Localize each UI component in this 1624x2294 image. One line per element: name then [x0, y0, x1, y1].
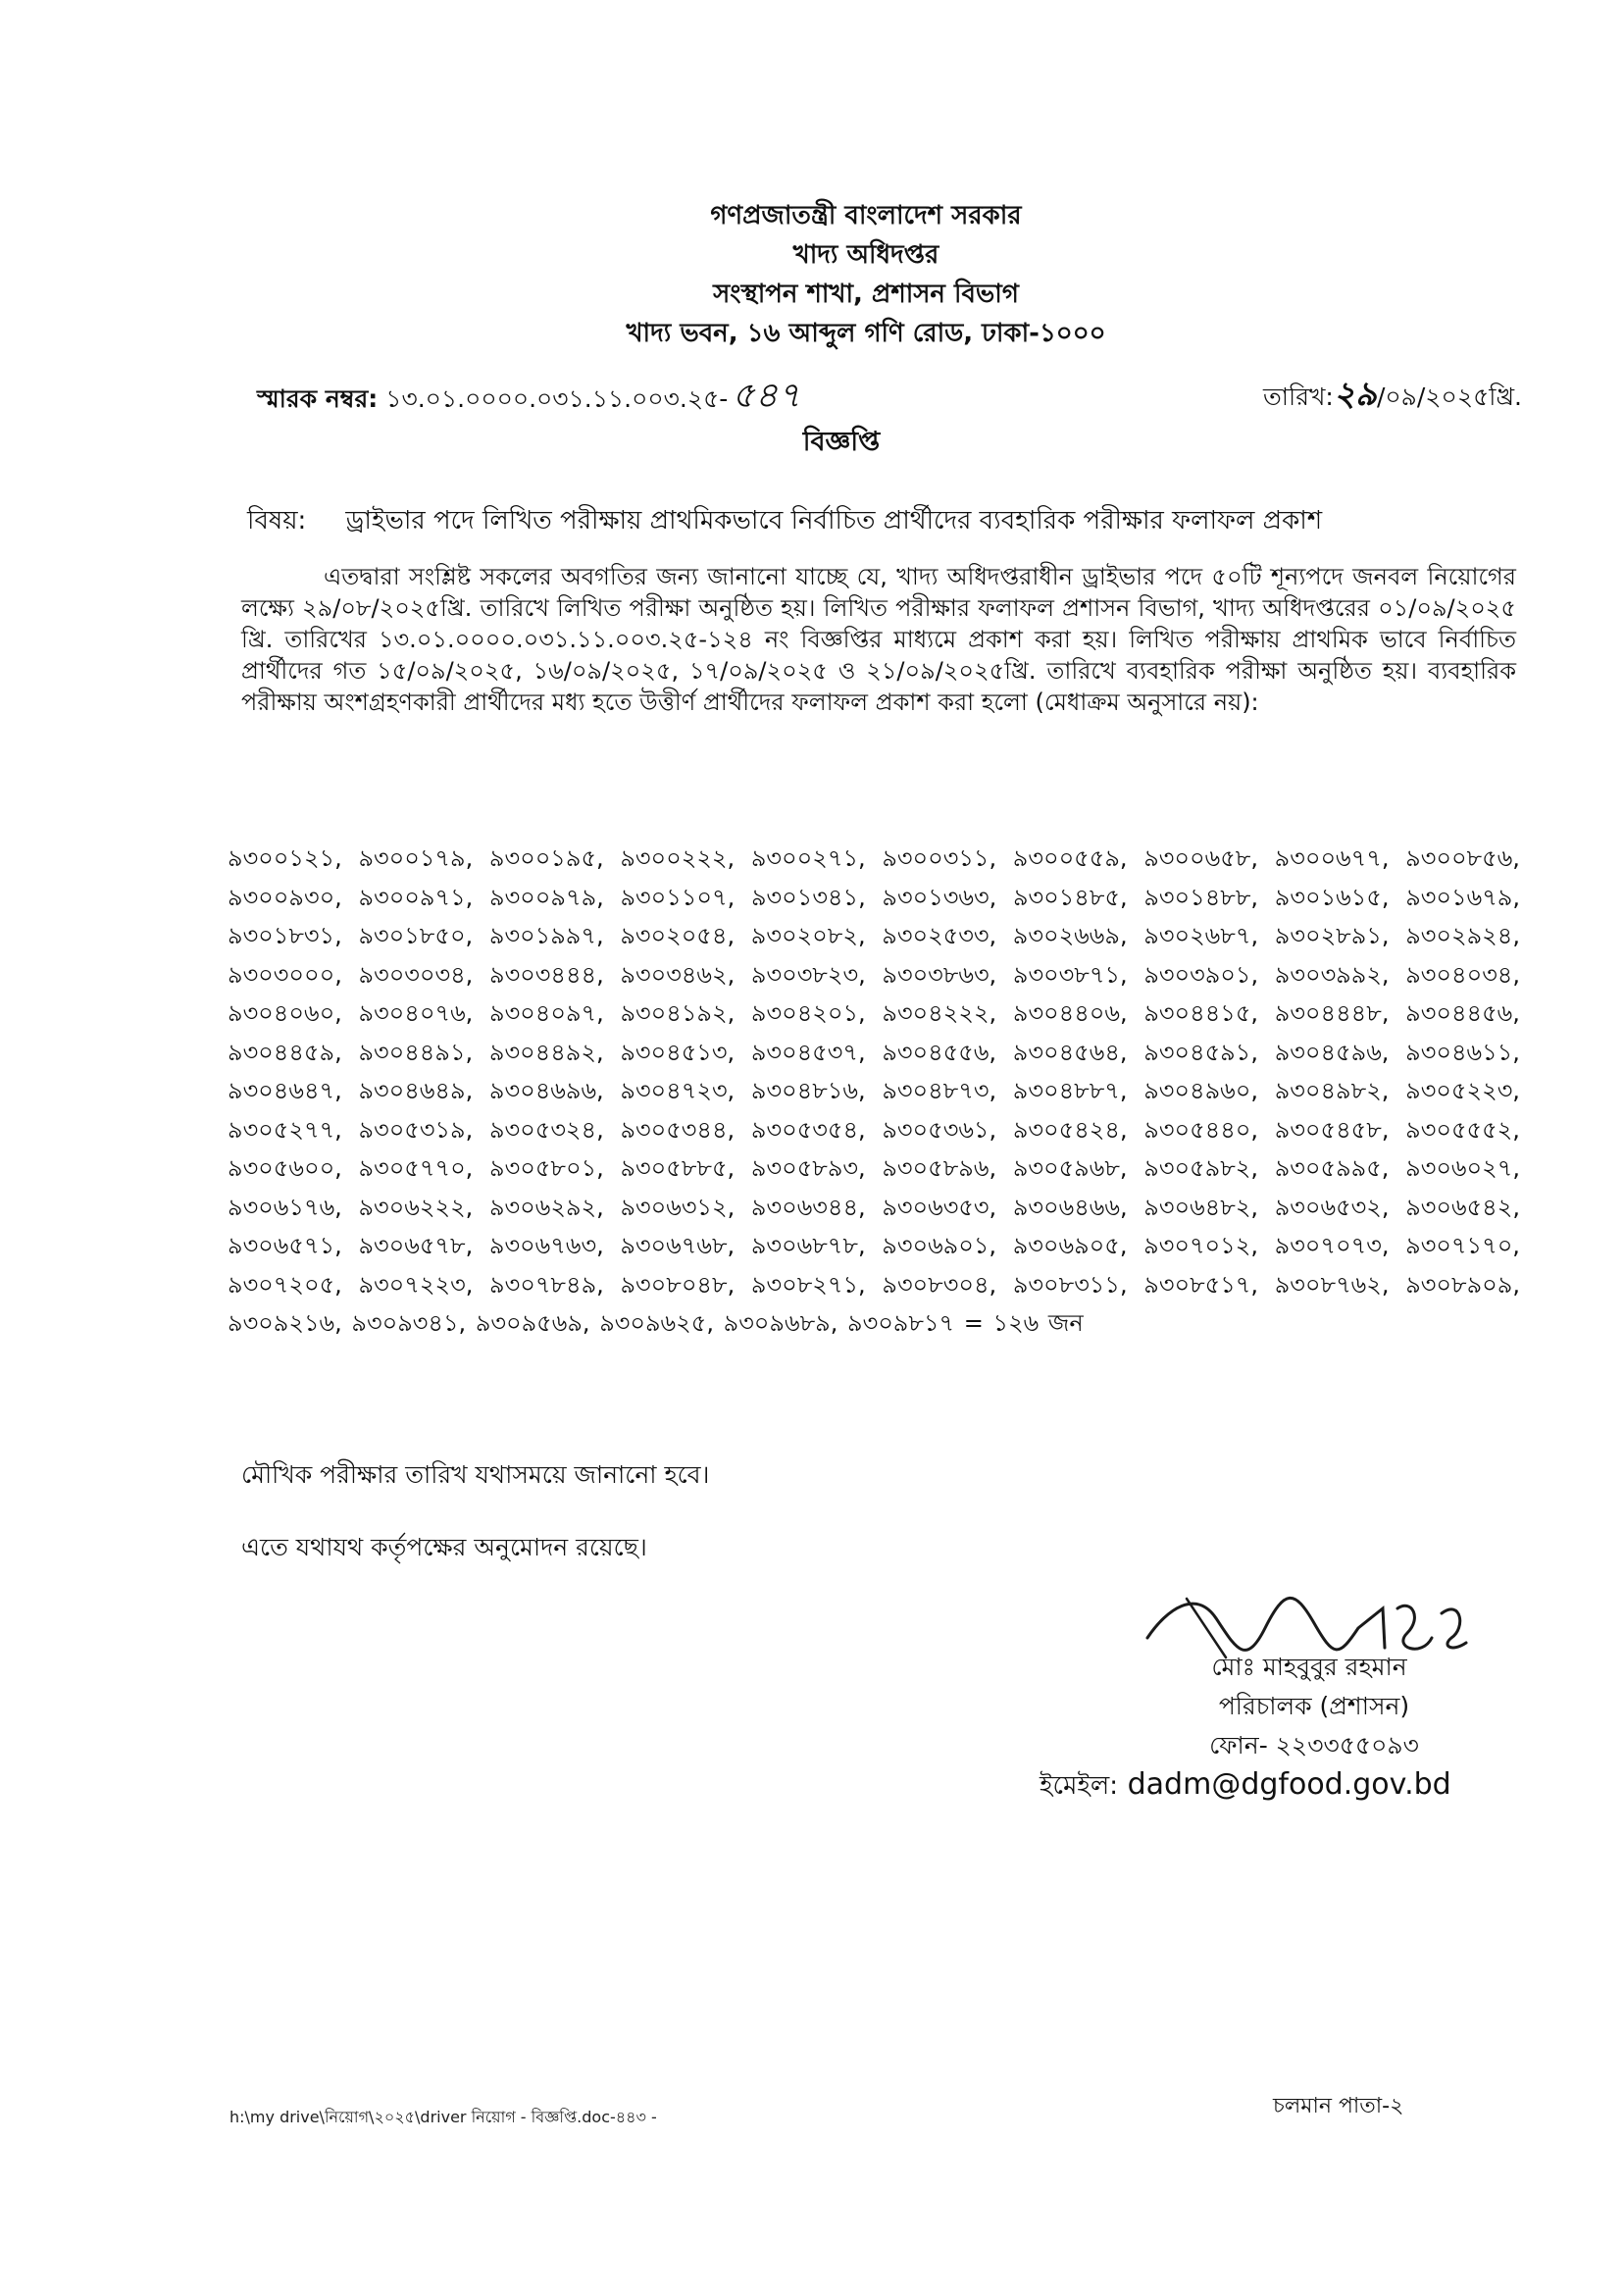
subject-line	[247, 500, 1522, 543]
roll-number: ৯৩০৪৬৪৯,	[358, 1077, 474, 1104]
directorate-name: খাদ্য অধিদপ্তর	[792, 240, 939, 270]
roll-number: ৯৩০৬৩৪৪,	[750, 1193, 866, 1221]
section-name: সংস্থাপন শাখা, প্রশাসন বিভাগ	[713, 280, 1019, 309]
notice-title: বিজ্ঞপ্তি	[802, 427, 881, 457]
roll-number: ৯৩০২০৫৪,	[620, 922, 736, 949]
roll-number: ৯৩০৬৭৬৩,	[488, 1232, 604, 1259]
roll-number: ৯৩০৪৮৭৩,	[882, 1077, 997, 1104]
result-total: = ১২৬ জন	[963, 1309, 1084, 1337]
roll-number: ৯৩০৪৬১১,	[1405, 1038, 1520, 1066]
roll-number: ৯৩০৯৬২৫,	[599, 1309, 714, 1337]
memo-handwritten-suffix: ৫৪৭	[732, 376, 801, 416]
roll-number: ৯৩০৮০৪৮,	[620, 1270, 736, 1299]
roll-number: ৯৩০৫৬০০,	[228, 1154, 342, 1182]
roll-number: ৯৩০০৯৭১,	[358, 883, 474, 911]
roll-number: ৯৩০২৮৯১,	[1274, 922, 1390, 949]
roll-number: ৯৩০৭০৭৩,	[1274, 1232, 1390, 1259]
roll-number: ৯৩০১৮৩১,	[228, 922, 342, 949]
roll-number: ৯৩০৪০৩৪,	[1405, 960, 1521, 989]
roll-number: ৯৩০৭১৭০,	[1405, 1232, 1520, 1259]
roll-number: ৯৩০৩৮৬৩,	[882, 960, 997, 989]
roll-number: ৯৩০৫২৭৭,	[228, 1115, 342, 1144]
government-name: গণপ্রজাতন্ত্রী বাংলাদেশ সরকার	[710, 201, 1022, 230]
roll-number: ৯৩০৬২২২,	[358, 1193, 474, 1221]
date-day-handwritten: ২৯	[1333, 375, 1377, 414]
roll-number: ৯৩০৭০১২,	[1143, 1232, 1258, 1259]
roll-number: ৯৩০৭৮৪৯,	[489, 1270, 604, 1299]
roll-number: ৯৩০৬৯০১,	[882, 1232, 997, 1259]
roll-number: ৯৩০৮৫১৭,	[1143, 1270, 1259, 1299]
roll-number: ৯৩০১৩৬৩,	[882, 883, 997, 911]
roll-number: ৯৩০১১০৭,	[620, 883, 736, 911]
roll-number: ৯৩০৪৪৪৮,	[1274, 999, 1390, 1027]
roll-number: ৯৩০৪৯৮২,	[1274, 1077, 1390, 1104]
result-roll-list	[228, 840, 1520, 1344]
roll-number: ৯৩০৫৩৪৪,	[620, 1115, 736, 1144]
roll-number: ৯৩০৬৪৬৬,	[1012, 1193, 1128, 1221]
roll-number: ৯৩০৪৮১৬,	[750, 1077, 866, 1104]
roll-number: ৯৩০০২২২,	[620, 844, 736, 872]
roll-number: ৯৩০৪২২২,	[882, 999, 997, 1027]
roll-number: ৯৩০৫৮৮৫,	[620, 1154, 736, 1182]
roll-number: ৯৩০০৯৭৯,	[489, 883, 604, 911]
roll-number: ৯৩০৫৩৬১,	[882, 1115, 997, 1144]
roll-number: ৯৩০৫৯৮২,	[1143, 1154, 1259, 1182]
roll-number: ৯৩০২৬৬৯,	[1012, 922, 1128, 949]
roll-number: ৯৩০১৯৯৭,	[488, 922, 604, 949]
roll-number: ৯৩০৫৪৪০,	[1143, 1115, 1259, 1144]
roll-number: ৯৩০১৬১৫,	[1274, 883, 1390, 911]
roll-number: ৯৩০৪৬৯৬,	[488, 1077, 604, 1104]
roll-number: ৯৩০৮৩১১,	[1012, 1270, 1128, 1299]
roll-number: ৯৩০৬৪৮২,	[1143, 1193, 1259, 1221]
roll-number: ৯৩০৬২৯২,	[488, 1193, 604, 1221]
roll-number: ৯৩০৪৪৫৯,	[228, 1038, 342, 1066]
roll-number: ৯৩০৫৯৬৮,	[1012, 1154, 1128, 1182]
roll-number: ৯৩০৬৫৪২,	[1405, 1193, 1520, 1221]
roll-number: ৯৩০০১৭৯,	[358, 844, 474, 872]
roll-number: ৯৩০১৪৮৮,	[1143, 883, 1259, 911]
memo-date	[1263, 369, 1522, 425]
body-paragraph: এতদ্বারা সংশ্লিষ্ট সকলের অবগতির জন্য জানানো যাচ্ছে যে, খাদ্য অধিদপ্তরাধীন ড্রাইভার পদে ৫০টি শূন্যপদে জনবল নিয়োগের লক্ষ্যে ২৯/০৮/২০২৫খ্রি. তারিখে লিখিত পরীক্ষা অনুষ্ঠিত হয়। লিখিত পরীক্ষার ফলাফল প্রশাসন বিভাগ, খাদ্য অধিদপ্তরের ০১/০৯/২০২৫ খ্রি. তারিখের ১৩.০১.০০০০.০৩১.১১.০০৩.২৫-১২৪ নং বিজ্ঞপ্তির মাধ্যমে প্রকাশ করা হয়। লিখিত পরীক্ষায় প্রাথমিক ভাবে নির্বাচিত প্রার্থীদের গত ১৫/০৯/২০২৫, ১৬/০৯/২০২৫, ১৭/০৯/২০২৫ ও ২১/০৯/২০২৫খ্রি. তারিখে ব্যবহারিক পরীক্ষা অনুষ্ঠিত হয়। ব্যবহারিক পরীক্ষায় অংশগ্রহণকারী প্রার্থীদের মধ্য হতে উত্তীর্ণ প্রার্থীদের ফলাফল প্রকাশ করা হলো (মেধাক্রম অনুসারে নয়):	[241, 563, 1516, 716]
roll-number: ৯৩০৪৫১৩,	[620, 1038, 736, 1066]
roll-number: ৯৩০৪৪৯১,	[358, 1038, 474, 1066]
roll-number: ৯৩০৯৮১৭	[847, 1309, 955, 1337]
signatory-title: পরিচালক (প্রশাসন)	[1218, 1692, 1410, 1720]
roll-number: ৯৩০৭২০৫,	[228, 1270, 342, 1299]
signatory-block	[981, 1648, 1520, 1765]
roll-number: ৯৩০০৮৫৬,	[1405, 844, 1520, 872]
roll-number: ৯৩০২৯২৪,	[1405, 922, 1520, 949]
subject-label: বিষয়:	[247, 506, 307, 535]
roll-number: ৯৩০৩৯০১,	[1143, 960, 1259, 989]
roll-number: ৯৩০৪০৬০,	[228, 999, 342, 1027]
roll-number: ৯৩০৬৮৭৮,	[750, 1232, 866, 1259]
roll-number: ৯৩০৬১৭৬,	[228, 1193, 342, 1221]
oral-exam-notice: মৌখিক পরীক্ষার তারিখ যথাসময়ে জানানো হবে।	[241, 1460, 710, 1489]
roll-number: ৯৩০০৬৭৭,	[1274, 844, 1390, 872]
roll-number: ৯৩০৪৪১৫,	[1143, 999, 1259, 1027]
continuation-note: চলমান পাতা-২	[1273, 2094, 1404, 2118]
roll-number: ৯৩০৪০৭৬,	[358, 999, 474, 1027]
roll-number: ৯৩০২৬৮৭,	[1143, 922, 1259, 949]
roll-number: ৯৩০৬৩৫৩,	[882, 1193, 997, 1221]
memo-row	[257, 369, 1522, 416]
roll-number: ৯৩০৪৭২৩,	[620, 1077, 736, 1104]
footer-file-path: h:\my drive\নিয়োগ\২০২৫\driver নিয়োগ - বিজ্ঞপ্তি.doc-৪৪৩ -	[229, 2108, 657, 2126]
roll-number: ৯৩০১৩৪১,	[750, 883, 866, 911]
memo-number	[257, 369, 800, 428]
roll-number: ৯৩০৬৩১২,	[620, 1193, 736, 1221]
date-label: তারিখ:	[1263, 382, 1334, 411]
roll-number: ৯৩০০১৯৫,	[488, 844, 604, 872]
roll-number: ৯৩০৪৬৪৭,	[228, 1077, 342, 1104]
roll-number: ৯৩০৪৫৬৪,	[1012, 1038, 1128, 1066]
roll-number: ৯৩০৫৩৫৪,	[750, 1115, 866, 1144]
roll-number: ৯৩০৫৩১৯,	[358, 1115, 474, 1144]
roll-number: ৯৩০৫২২৩,	[1405, 1077, 1520, 1104]
roll-number: ৯৩০৪০৯৭,	[489, 999, 604, 1027]
roll-number: ৯৩০৩৮৭১,	[1012, 960, 1128, 989]
roll-number: ৯৩০৩৪৪৪,	[489, 960, 604, 989]
roll-number: ৯৩০৬৫৭১,	[228, 1232, 342, 1259]
roll-number: ৯৩০৩৯৯২,	[1274, 960, 1390, 989]
roll-number: ৯৩০৫৫৫২,	[1405, 1115, 1520, 1144]
email-label: ইমেইল:	[1040, 1771, 1119, 1801]
roll-number: ৯৩০৩০০০,	[228, 960, 342, 989]
signatory-email-line	[1040, 1765, 1451, 1809]
roll-number: ৯৩০৪৫৯৬,	[1274, 1038, 1390, 1066]
roll-number: ৯৩০৫৮০১,	[489, 1154, 604, 1182]
roll-number: ৯৩০৫৯৯৫,	[1274, 1154, 1390, 1182]
memo-label: স্মারক নম্বর:	[257, 384, 379, 413]
roll-number: ৯৩০৩৮২৩,	[750, 960, 866, 989]
roll-number: ৯৩০৬৫৩২,	[1274, 1193, 1390, 1221]
roll-number: ৯৩০২০৮২,	[750, 922, 866, 949]
roll-number: ৯৩০৪১৯২,	[620, 999, 736, 1027]
roll-number: ৯৩০৪৯৬০,	[1143, 1077, 1258, 1104]
roll-number: ৯৩০৪৮৮৭,	[1012, 1077, 1128, 1104]
roll-number: ৯৩০৬০২৭,	[1405, 1154, 1520, 1182]
subject-text: ড্রাইভার পদে লিখিত পরীক্ষায় প্রাথমিকভাবে নির্বাচিত প্রার্থীদের ব্যবহারিক পরীক্ষার ফলাফল প্রকাশ	[345, 506, 1323, 535]
office-address: খাদ্য ভবন, ১৬ আব্দুল গণি রোড, ঢাকা-১০০০	[626, 319, 1106, 348]
roll-number: ৯৩০৪৪০৬,	[1012, 999, 1128, 1027]
roll-number: ৯৩০৪৫৯১,	[1143, 1038, 1258, 1066]
roll-number: ৯৩০০৩১১,	[882, 844, 997, 872]
roll-number: ৯৩০০১২১,	[228, 844, 342, 872]
roll-number: ৯৩০০৬৫৮,	[1143, 844, 1258, 872]
roll-number: ৯৩০৫৮৯৩,	[750, 1154, 866, 1182]
roll-number: ৯৩০৯৫৬৯,	[475, 1309, 590, 1337]
roll-number: ৯৩০০৯৩০,	[228, 883, 342, 911]
roll-number: ৯৩০৫৪৫৮,	[1274, 1115, 1390, 1144]
roll-number: ৯৩০৯৩৪১,	[351, 1309, 467, 1337]
roll-number: ৯৩০৪২০১,	[750, 999, 866, 1027]
roll-number: ৯৩০৫৪২৪,	[1012, 1115, 1128, 1144]
roll-number: ৯৩০৫৮৯৬,	[882, 1154, 997, 1182]
roll-number: ৯৩০৫৭৭০,	[358, 1154, 474, 1182]
letterhead	[0, 196, 1624, 353]
roll-number: ৯৩০৫৩২৪,	[488, 1115, 604, 1144]
roll-number: ৯৩০৬৯০৫,	[1012, 1232, 1128, 1259]
roll-number: ৯৩০০৫৫৯,	[1012, 844, 1128, 872]
roll-number: ৯৩০৪৫৫৬,	[882, 1038, 997, 1066]
roll-number: ৯৩০৬৫৭৮,	[358, 1232, 474, 1259]
roll-number: ৯৩০৩৪৬২,	[620, 960, 736, 989]
memo-number-value: ১৩.০১.০০০০.০৩১.১১.০০৩.২৫-	[385, 384, 729, 413]
roll-number: ৯৩০৩০৩৪,	[358, 960, 474, 989]
signatory-name: মোঃ মাহবুবুর রহমান	[1211, 1653, 1407, 1681]
roll-number: ৯৩০০২৭১,	[750, 844, 866, 872]
signatory-phone: ফোন- ২২৩৩৫৫০৯৩	[1209, 1731, 1419, 1759]
roll-number: ৯৩০৪৪৫৬,	[1405, 999, 1520, 1027]
roll-number: ৯৩০১৮৫০,	[358, 922, 474, 949]
roll-number: ৯৩০৮৭৬২,	[1274, 1270, 1390, 1299]
roll-number: ৯৩০৪৫৩৭,	[750, 1038, 866, 1066]
roll-number: ৯৩০৪৪৯২,	[488, 1038, 604, 1066]
roll-number: ৯৩০১৬৭৯,	[1405, 883, 1521, 911]
email-address[interactable]: dadm@dgfood.gov.bd	[1127, 1767, 1451, 1802]
roll-number: ৯৩০৮২৭১,	[750, 1270, 866, 1299]
roll-number: ৯৩০৭২২৩,	[358, 1270, 474, 1299]
roll-number: ৯৩০৮৯০৯,	[1405, 1270, 1520, 1299]
roll-number: ৯৩০৯৬৮৯,	[723, 1309, 838, 1337]
roll-number: ৯৩০২৫৩৩,	[882, 922, 997, 949]
roll-number: ৯৩০৬৭৬৮,	[620, 1232, 736, 1259]
approval-notice: এতে যথাযথ কর্তৃপক্ষের অনুমোদন রয়েছে।	[241, 1533, 647, 1561]
roll-number: ৯৩০১৪৮৫,	[1012, 883, 1128, 911]
roll-number: ৯৩০৯২১৬,	[228, 1309, 342, 1337]
roll-number: ৯৩০৮৩০৪,	[882, 1270, 997, 1299]
date-rest: /০৯/২০২৫খ্রি.	[1376, 382, 1522, 411]
